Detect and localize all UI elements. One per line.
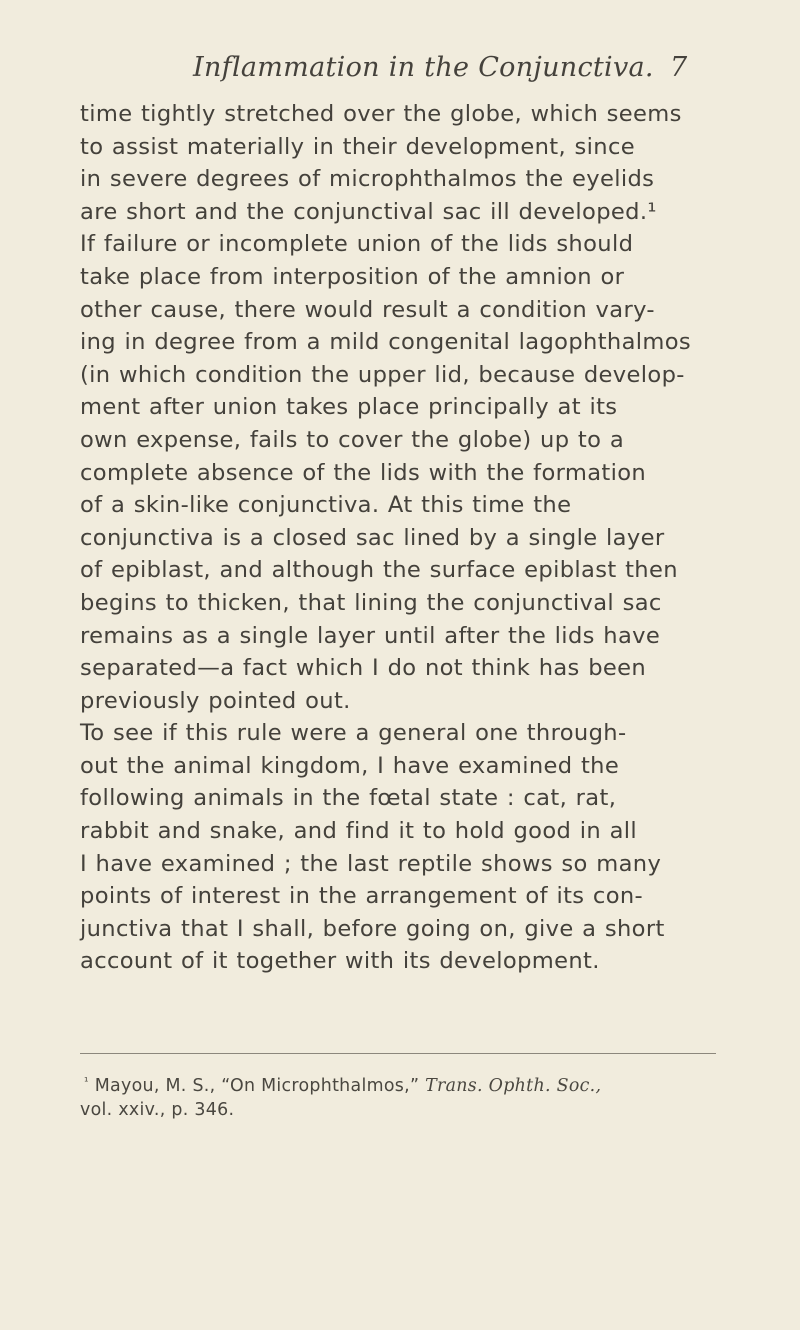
text-line: ing in degree from a mild congenital lagophthalmos <box>80 329 692 356</box>
running-head-title: Inflammation in the Conjunctiva. <box>193 52 654 83</box>
text-line: to assist materially in their development, since <box>80 133 635 160</box>
text-line: remains as a single layer until after the lids have <box>80 622 661 649</box>
text-line: ment after union takes place principally at its <box>80 394 618 421</box>
footnote-journal: Trans. Ophth. Soc., <box>425 1076 602 1096</box>
footnote-line: vol. xxiv., p. 346. <box>80 1100 235 1120</box>
text-line: take place from interposition of the amnion or <box>80 263 625 290</box>
text-line: To see if this rule were a general one through- <box>80 720 627 747</box>
footnote-rule <box>80 1053 716 1054</box>
text-line: conjunctiva is a closed sac lined by a single layer <box>80 524 665 551</box>
text-line: junctiva that I shall, before going on, give a short <box>80 915 665 942</box>
page-number: 7 <box>670 52 688 83</box>
text-line: in severe degrees of microphthalmos the eyelids <box>80 166 655 193</box>
text-line: I have examined ; the last reptile shows so many <box>80 850 662 877</box>
text-line: rabbit and snake, and find it to hold good in all <box>80 818 638 845</box>
text-line: other cause, there would result a condition vary- <box>80 296 655 323</box>
text-line: account of it together with its development. <box>80 948 600 975</box>
footnote <box>80 1068 720 1124</box>
running-head <box>0 52 800 92</box>
footnote-citation: Mayou, M. S., “On Microphthalmos,” <box>94 1076 420 1096</box>
text-line: time tightly stretched over the globe, which seems <box>80 101 682 127</box>
text-line: separated—a fact which I do not think has been <box>80 655 647 682</box>
text-line: complete absence of the lids with the formation <box>80 459 647 486</box>
text-line: own expense, fails to cover the globe) up to a <box>80 426 625 453</box>
text-line: following animals in the fœtal state : cat, rat, <box>80 785 617 812</box>
text-line: begins to thicken, that lining the conjunctival sac <box>80 589 662 616</box>
text-line: points of interest in the arrangement of its con- <box>80 883 644 910</box>
text-line: out the animal kingdom, I have examined the <box>80 752 620 779</box>
text-line: of epiblast, and although the surface epiblast then <box>80 557 678 584</box>
text-line: previously pointed out. <box>80 687 351 714</box>
footnote-marker: ¹ <box>84 1075 89 1088</box>
body-text <box>80 98 720 978</box>
text-line: (in which condition the upper lid, because develop- <box>80 361 685 388</box>
footnote-line <box>80 1068 720 1096</box>
text-line: are short and the conjunctival sac ill developed.¹ <box>80 198 657 225</box>
text-line: If failure or incomplete union of the lids should <box>80 231 634 258</box>
text-line: of a skin-like conjunctiva. At this time the <box>80 492 572 519</box>
